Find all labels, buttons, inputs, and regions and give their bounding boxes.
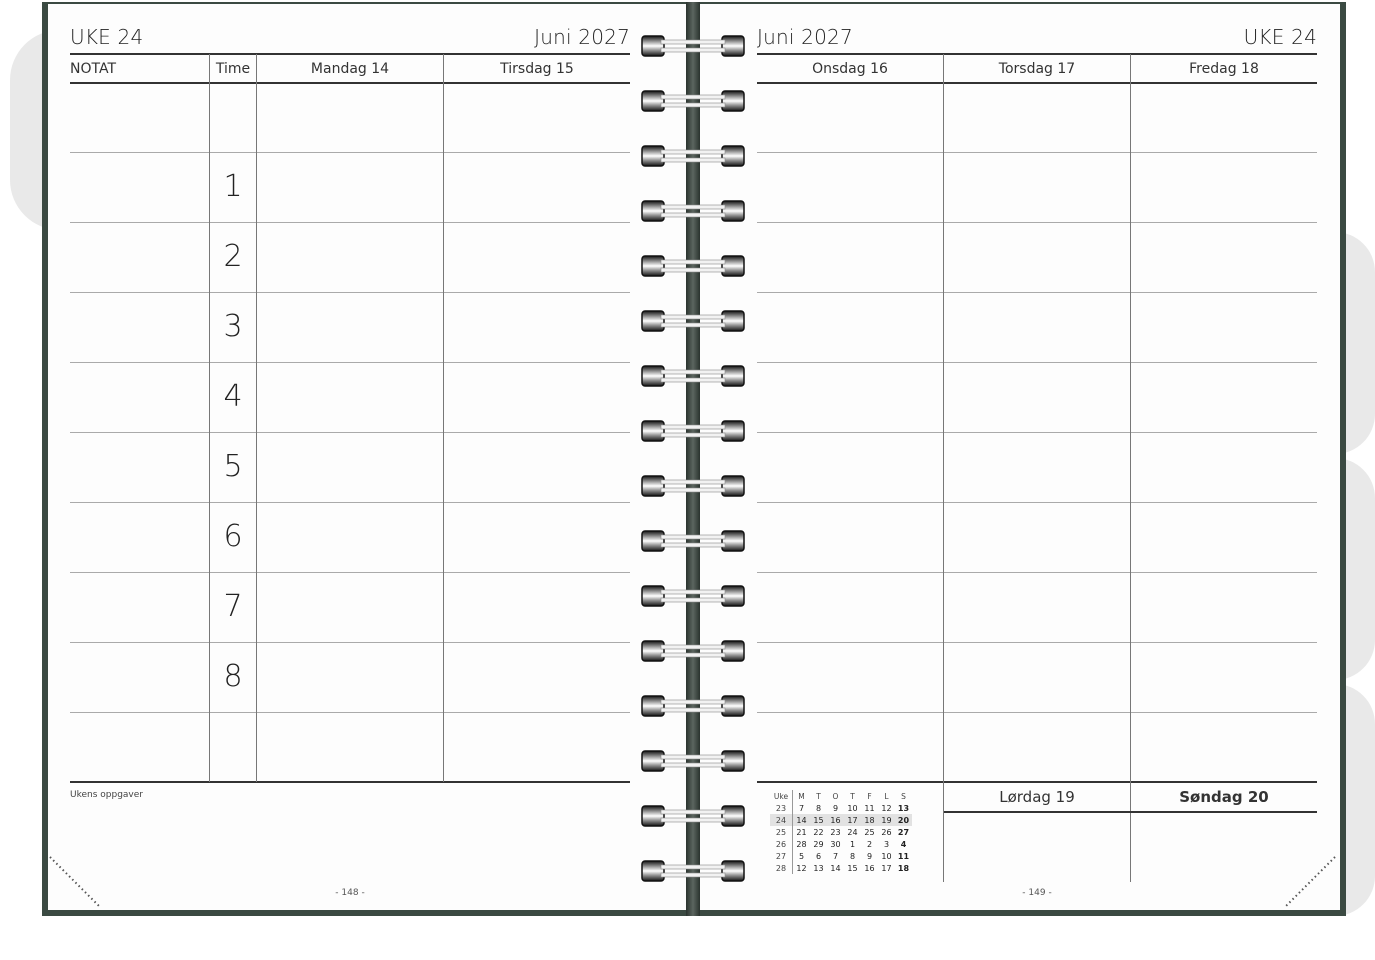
mini-calendar-day-header: T [850,791,855,801]
row-line [70,362,630,363]
day-cell: 9 [866,851,873,861]
day-cell: 20 [895,814,912,826]
mini-calendar-row [770,850,912,862]
weekly-tasks-label: Ukens oppgaver [70,790,143,800]
row-line [757,502,1317,503]
spiral-ring [641,419,745,443]
day-cell: 12 [796,863,807,873]
mini-calendar-day-header: O [832,791,839,801]
page-number-right: - 149 - [1022,888,1052,898]
column-divider [1130,54,1131,882]
day-cell: 23 [830,827,841,837]
hour-label-4: 4 [223,379,243,414]
week-number: 23 [770,802,793,814]
day-cell: 24 [847,827,858,837]
column-divider [943,54,944,882]
day-cell: 8 [849,851,856,861]
week-label-right: UKE 24 [1243,25,1317,49]
hour-label-7: 7 [223,589,243,624]
row-line [70,502,630,503]
week-number: 28 [770,862,793,874]
row-line [757,432,1317,433]
mini-calendar-day-header: M [798,791,805,801]
page-number-left: - 148 - [335,888,365,898]
month-label-right: Juni 2027 [757,25,853,49]
day-cell: 14 [830,863,841,873]
row-line [70,292,630,293]
day-cell: 11 [864,803,875,813]
day-cell: 12 [881,803,892,813]
day-cell: 15 [847,863,858,873]
hour-label-1: 1 [223,169,243,204]
day-cell: 14 [793,814,811,826]
spiral-ring [641,474,745,498]
spiral-ring [641,584,745,608]
hour-label-6: 6 [223,519,243,554]
grid-bottom-rule-right [757,781,1317,783]
day-cell: 21 [796,827,807,837]
mini-calendar-day-header: T [816,791,821,801]
mini-calendar-row-current-week [770,814,912,826]
column-monday-header: Mandag 14 [310,61,390,77]
column-header-rule-right [757,82,1317,84]
hour-label-2: 2 [223,239,243,274]
spiral-ring [641,749,745,773]
spiral-ring [641,144,745,168]
day-cell: 16 [827,814,844,826]
column-notes-header: NOTAT [70,61,116,77]
mini-calendar-day-header: L [884,791,889,801]
day-cell: 10 [881,851,892,861]
column-divider [443,54,444,782]
day-cell: 1 [849,839,856,849]
day-cell: 11 [897,851,910,861]
column-header-rule [70,82,630,84]
row-line [70,152,630,153]
row-line [757,572,1317,573]
day-cell: 22 [813,827,824,837]
mini-calendar-week-header: Uke [770,790,793,802]
day-cell: 7 [798,803,805,813]
week-number: 27 [770,850,793,862]
grid-bottom-rule [70,781,630,783]
hour-label-8: 8 [223,659,243,694]
header-rule [70,53,630,55]
row-line [757,152,1317,153]
month-label: Juni 2027 [534,25,630,49]
week-number: 26 [770,838,793,850]
spiral-ring [641,804,745,828]
week-number: 25 [770,826,793,838]
saturday-header: Lørdag 19 [999,788,1075,806]
row-line [70,572,630,573]
mini-calendar [770,790,912,874]
day-cell: 18 [861,814,878,826]
sunday-header: Søndag 20 [1179,788,1269,806]
spiral-ring [641,859,745,883]
mini-calendar-day-header: F [867,791,872,801]
mini-calendar-day-header: S [901,791,906,801]
row-line [70,712,630,713]
spiral-ring [641,529,745,553]
column-thursday-header: Torsdag 17 [998,61,1076,77]
day-cell: 28 [796,839,807,849]
column-wednesday-header: Onsdag 16 [812,61,888,77]
left-page [48,4,686,910]
hour-label-3: 3 [223,309,243,344]
mini-calendar-row [770,802,912,814]
weekend-header-rule [944,811,1317,813]
mini-calendar-row [770,862,912,874]
day-cell: 6 [815,851,822,861]
day-cell: 7 [832,851,839,861]
spiral-ring [641,639,745,663]
spiral-ring [641,199,745,223]
row-line [757,292,1317,293]
day-cell: 4 [900,839,907,849]
header-rule-right [757,53,1317,55]
day-cell: 13 [813,863,824,873]
spiral-ring [641,89,745,113]
day-cell: 29 [813,839,824,849]
spiral-ring [641,309,745,333]
day-cell: 5 [798,851,805,861]
day-cell: 30 [830,839,841,849]
day-cell: 10 [847,803,858,813]
day-cell: 19 [878,814,895,826]
right-page [700,4,1340,910]
hour-label-5: 5 [223,449,243,484]
spiral-ring [641,694,745,718]
day-cell: 25 [864,827,875,837]
corner-perforation-right [1283,855,1343,915]
spiral-ring [641,34,745,58]
week-number: 24 [770,814,793,826]
day-cell: 15 [810,814,827,826]
row-line [70,642,630,643]
day-cell: 26 [881,827,892,837]
day-cell: 16 [864,863,875,873]
column-tuesday-header: Tirsdag 15 [500,61,574,77]
row-line [757,642,1317,643]
day-cell: 3 [883,839,890,849]
day-cell: 8 [815,803,822,813]
mini-calendar-row [770,838,912,850]
day-cell: 17 [881,863,892,873]
spiral-ring [641,254,745,278]
row-line [70,222,630,223]
column-divider [256,54,257,782]
day-cell: 2 [866,839,873,849]
day-cell: 9 [832,803,839,813]
spiral-ring [641,364,745,388]
day-cell: 17 [844,814,861,826]
row-line [757,362,1317,363]
day-cell: 13 [897,803,910,813]
spine [686,2,700,916]
week-label: UKE 24 [70,25,144,49]
mini-calendar-row [770,826,912,838]
row-line [757,712,1317,713]
day-cell: 27 [897,827,910,837]
row-line [757,222,1317,223]
corner-perforation-left [48,855,108,915]
row-line [70,432,630,433]
column-time-header: Time [215,61,251,77]
day-cell: 18 [897,863,910,873]
column-friday-header: Fredag 18 [1189,61,1259,77]
